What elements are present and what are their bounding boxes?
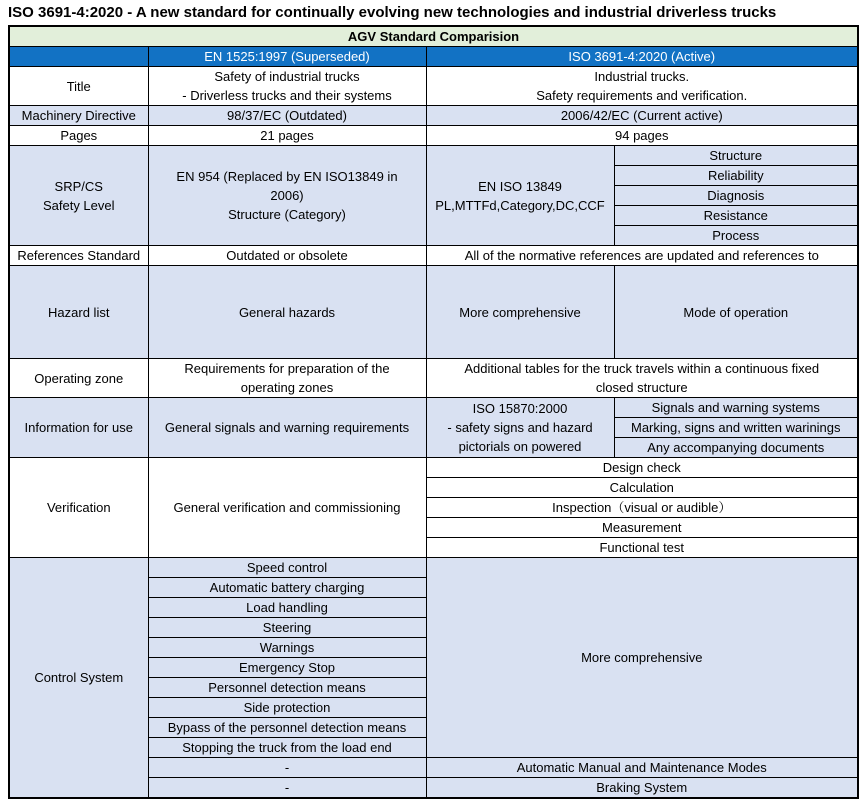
table-cell: More comprehensive bbox=[426, 558, 858, 758]
table-cell: 98/37/EC (Outdated) bbox=[148, 106, 426, 126]
table-cell: Marking, signs and written warinings bbox=[614, 418, 858, 438]
table-cell: Additional tables for the truck travels within a continuous fixed closed structure bbox=[426, 359, 858, 398]
table-row bbox=[9, 246, 858, 266]
row-label-information-for-use: Information for use bbox=[9, 398, 148, 458]
table-row bbox=[9, 47, 858, 67]
table-cell: Resistance bbox=[614, 206, 858, 226]
table-cell: Requirements for preparation of the operating zones bbox=[148, 359, 426, 398]
table-cell: Inspection（visual or audible） bbox=[426, 498, 858, 518]
row-label-control-system: Control System bbox=[9, 558, 148, 799]
table-cell: Bypass of the personnel detection means bbox=[148, 718, 426, 738]
table-cell: Stopping the truck from the load end bbox=[148, 738, 426, 758]
table-cell: - bbox=[148, 758, 426, 778]
column-header-en1525: EN 1525:1997 (Superseded) bbox=[148, 47, 426, 67]
table-cell: Warnings bbox=[148, 638, 426, 658]
table-cell: More comprehensive bbox=[426, 266, 614, 359]
table-cell: ISO 15870:2000 - safety signs and hazard pictorials on powered bbox=[426, 398, 614, 458]
table-row bbox=[9, 458, 858, 478]
table-cell: Measurement bbox=[426, 518, 858, 538]
table-cell: Design check bbox=[426, 458, 858, 478]
table-cell: 2006/42/EC (Current active) bbox=[426, 106, 858, 126]
table-cell: All of the normative references are updated and references to bbox=[426, 246, 858, 266]
table-cell: Mode of operation bbox=[614, 266, 858, 359]
column-header-iso3691: ISO 3691-4:2020 (Active) bbox=[426, 47, 858, 67]
table-row bbox=[9, 146, 858, 166]
table-cell: - bbox=[148, 778, 426, 799]
table-cell: Outdated or obsolete bbox=[148, 246, 426, 266]
table-cell: Steering bbox=[148, 618, 426, 638]
table-cell: Process bbox=[614, 226, 858, 246]
table-cell: Safety of industrial trucks - Driverless trucks and their systems bbox=[148, 67, 426, 106]
table-cell: General verification and commissioning bbox=[148, 458, 426, 558]
row-label-machinery-directive: Machinery Directive bbox=[9, 106, 148, 126]
table-cell: Reliability bbox=[614, 166, 858, 186]
table-cell: Industrial trucks. Safety requirements and verification. bbox=[426, 67, 858, 106]
row-label-pages: Pages bbox=[9, 126, 148, 146]
table-cell: Speed control bbox=[148, 558, 426, 578]
row-label-verification: Verification bbox=[9, 458, 148, 558]
table-cell: General hazards bbox=[148, 266, 426, 359]
table-cell: 21 pages bbox=[148, 126, 426, 146]
row-label-title: Title bbox=[9, 67, 148, 106]
table-row bbox=[9, 26, 858, 47]
table-cell: EN ISO 13849 PL,MTTFd,Category,DC,CCF bbox=[426, 146, 614, 246]
page-title: ISO 3691-4:2020 - A new standard for continually evolving new technologies and industrial driverless trucks bbox=[8, 4, 777, 21]
table-title: AGV Standard Comparision bbox=[9, 26, 858, 47]
table-cell: Diagnosis bbox=[614, 186, 858, 206]
table-cell: Signals and warning systems bbox=[614, 398, 858, 418]
row-label-operating-zone: Operating zone bbox=[9, 359, 148, 398]
table-row bbox=[9, 359, 858, 398]
table-row bbox=[9, 126, 858, 146]
table-cell: General signals and warning requirements bbox=[148, 398, 426, 458]
table-body bbox=[9, 26, 858, 798]
table-cell: Any accompanying documents bbox=[614, 438, 858, 458]
table-row bbox=[9, 398, 858, 418]
table-row bbox=[9, 106, 858, 126]
table-cell: Structure bbox=[614, 146, 858, 166]
corner-cell bbox=[9, 47, 148, 67]
row-label-srp-cs-safety-level: SRP/CS Safety Level bbox=[9, 146, 148, 246]
row-label-references-standard: References Standard bbox=[9, 246, 148, 266]
table-cell: Braking System bbox=[426, 778, 858, 799]
table-cell: Calculation bbox=[426, 478, 858, 498]
table-cell: EN 954 (Replaced by EN ISO13849 in 2006) Structure (Category) bbox=[148, 146, 426, 246]
table-cell: Automatic battery charging bbox=[148, 578, 426, 598]
agv-standard-comparison-table bbox=[8, 25, 859, 799]
table-cell: Side protection bbox=[148, 698, 426, 718]
row-label-hazard-list: Hazard list bbox=[9, 266, 148, 359]
table-row bbox=[9, 558, 858, 578]
table-cell: 94 pages bbox=[426, 126, 858, 146]
table-row bbox=[9, 67, 858, 106]
table-cell: Automatic Manual and Maintenance Modes bbox=[426, 758, 858, 778]
table-cell: Load handling bbox=[148, 598, 426, 618]
table-cell: Personnel detection means bbox=[148, 678, 426, 698]
table-cell: Emergency Stop bbox=[148, 658, 426, 678]
table-cell: Functional test bbox=[426, 538, 858, 558]
table-row bbox=[9, 266, 858, 359]
